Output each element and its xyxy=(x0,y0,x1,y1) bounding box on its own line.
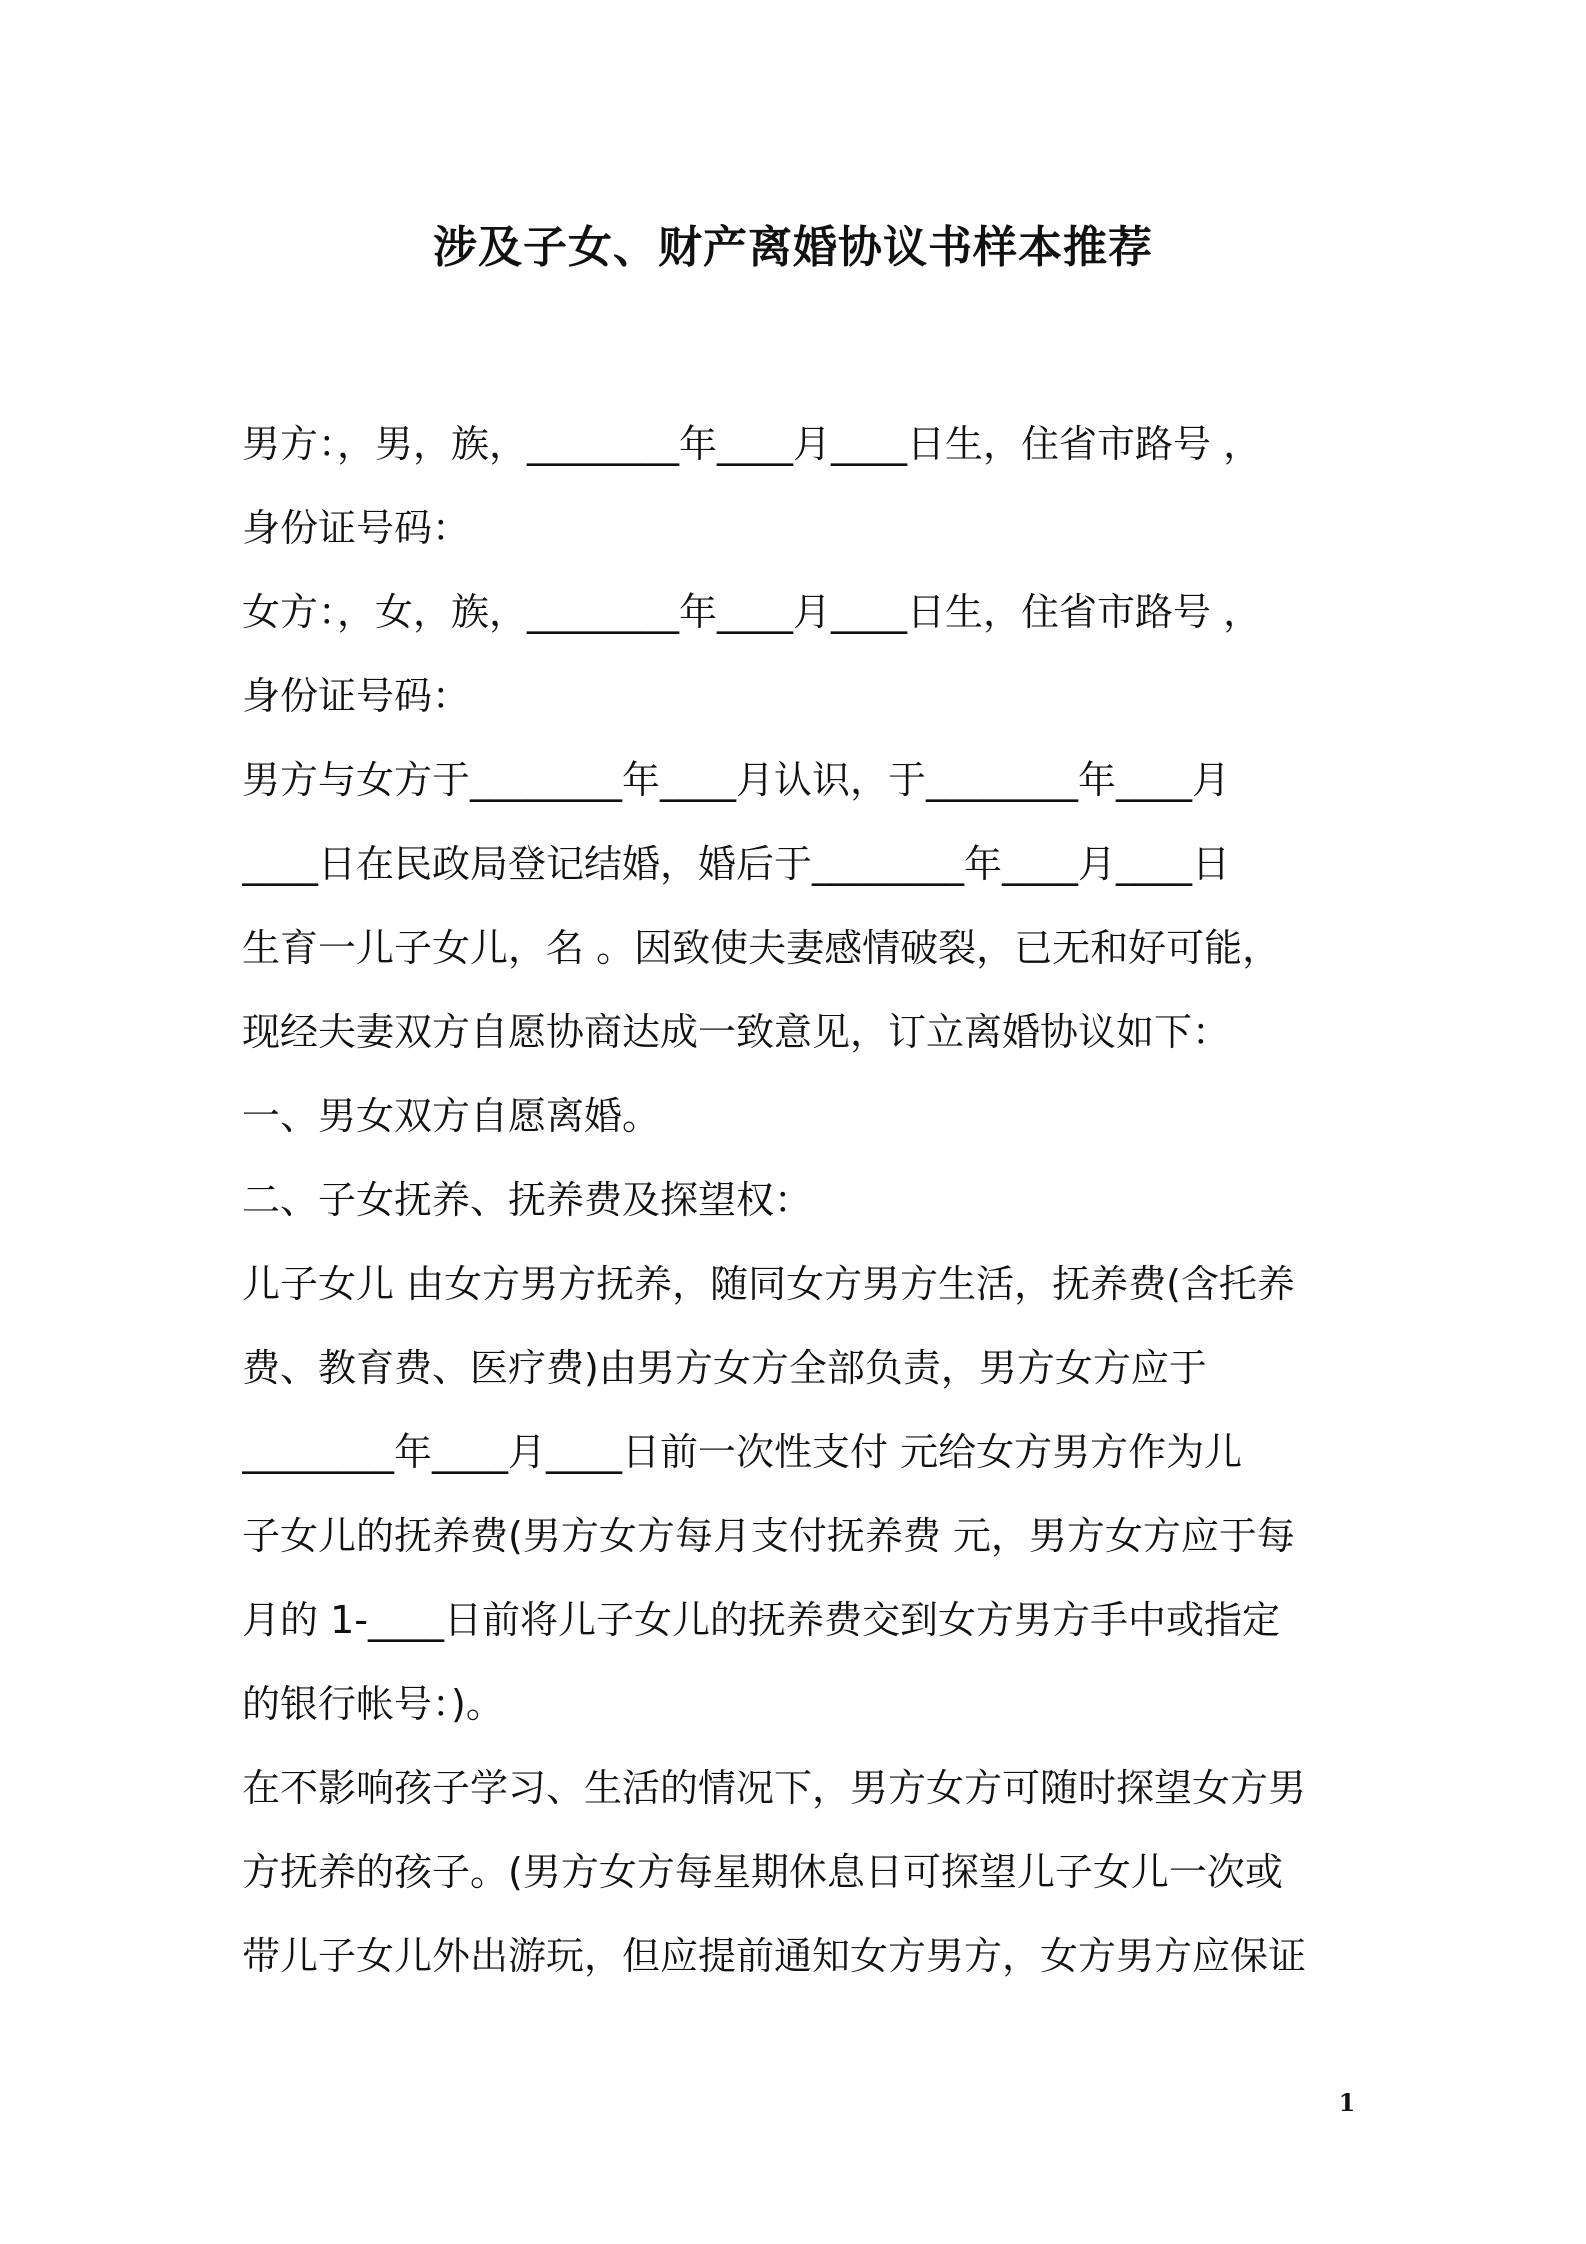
text-line: 费、教育费、医疗费)由男方女方全部负责，男方女方应于 xyxy=(242,1346,1207,1390)
text-line: 带儿子女儿外出游玩，但应提前通知女方男方，女方男方应保证 xyxy=(242,1934,1307,1978)
text-line: 儿子女儿 由女方男方抚养，随同女方男方生活，抚养费(含托养 xyxy=(242,1262,1295,1306)
document-body xyxy=(242,402,1354,1998)
text-line: 身份证号码： xyxy=(242,674,471,718)
text-line: 男方与女方于________年____月认识，于________年____月 xyxy=(242,758,1231,802)
page-number: 1 xyxy=(1338,2088,1356,2117)
text-line: ____日在民政局登记结婚，婚后于________年____月____日 xyxy=(242,842,1231,886)
text-line: 月的 1-____日前将儿子女儿的抚养费交到女方男方手中或指定 xyxy=(242,1598,1280,1642)
text-line: 方抚养的孩子。(男方女方每星期休息日可探望儿子女儿一次或 xyxy=(242,1850,1283,1894)
text-line: 一、男女双方自愿离婚。 xyxy=(242,1094,661,1138)
text-line: ________年____月____日前一次性支付 元给女方男方作为儿 xyxy=(242,1430,1243,1474)
text-line: 男方：，男，族，________年____月____日生，住省市路号 ， xyxy=(242,422,1262,466)
text-line: 生育一儿子女儿，名 。因致使夫妻感情破裂，已无和好可能， xyxy=(242,926,1281,970)
text-line: 女方：，女，族，________年____月____日生，住省市路号 ， xyxy=(242,590,1262,634)
text-line: 现经夫妻双方自愿协商达成一致意见，订立离婚协议如下： xyxy=(242,1010,1231,1054)
text-line: 二、子女抚养、抚养费及探望权： xyxy=(242,1178,813,1222)
text-line: 身份证号码： xyxy=(242,506,471,550)
text-line: 在不影响孩子学习、生活的情况下，男方女方可随时探望女方男 xyxy=(242,1766,1307,1810)
text-line: 子女儿的抚养费(男方女方每月支付抚养费 元，男方女方应于每 xyxy=(242,1514,1295,1558)
text-line: 的银行帐号：)。 xyxy=(242,1682,504,1726)
document-title: 涉及子女、财产离婚协议书样本推荐 xyxy=(433,222,1153,273)
